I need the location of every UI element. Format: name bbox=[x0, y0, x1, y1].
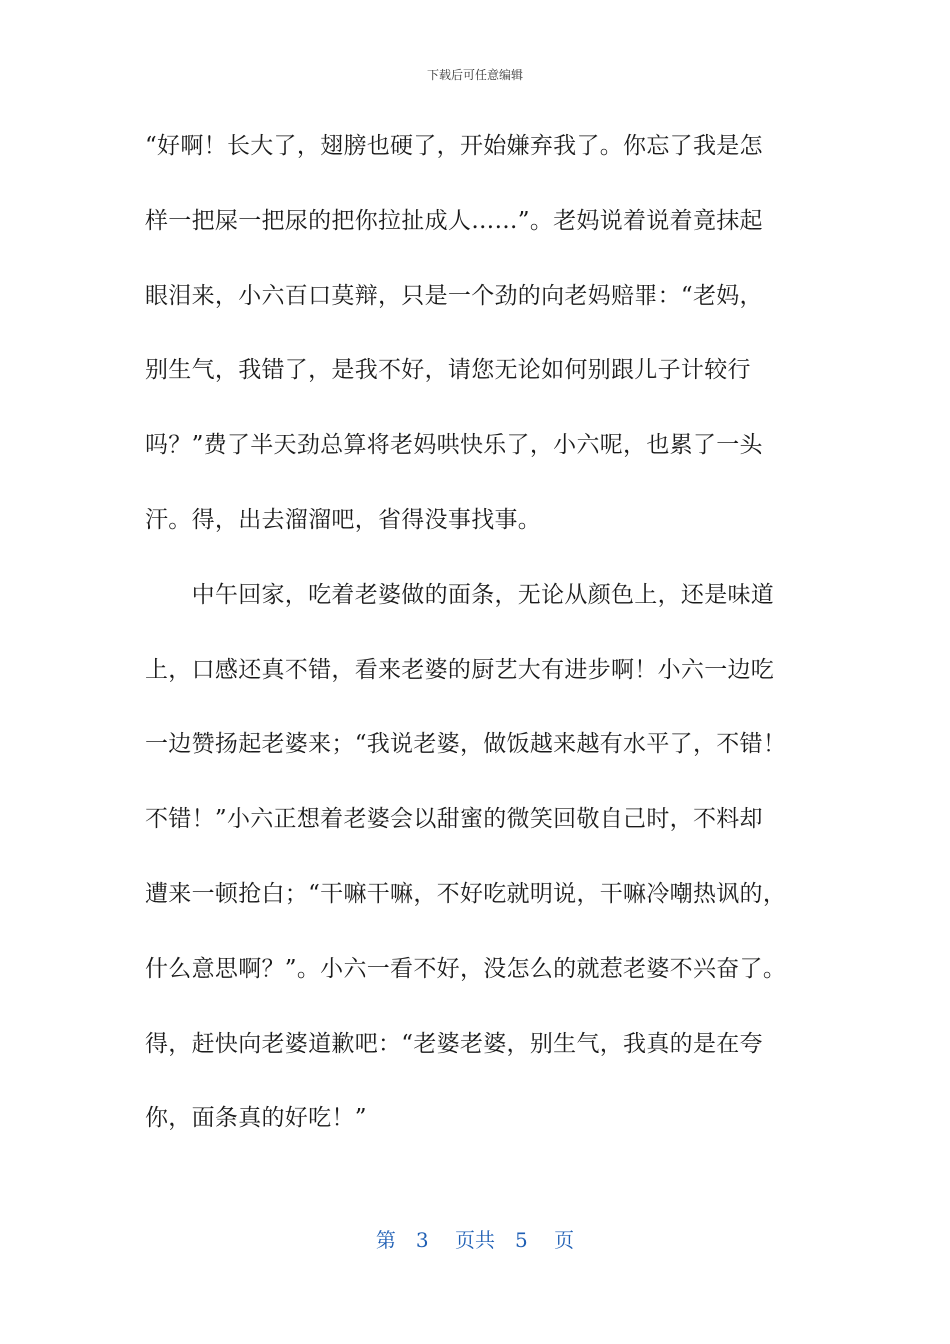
text-line: 不错！”小六正想着老婆会以甜蜜的微笑回敬自己时，不料却 bbox=[145, 806, 763, 833]
text-line: 什么意思啊？”。小六一看不好，没怎么的就惹老婆不兴奋了。 bbox=[145, 955, 787, 982]
text-line: 吗？”费了半天劲总算将老妈哄快乐了，小六呢，也累了一头 bbox=[145, 432, 763, 459]
text-line: 得，赶快向老婆道歉吧：“老婆老婆，别生气，我真的是在夸 bbox=[145, 1030, 763, 1057]
page-number-footer: 第 3 页共 5 页 bbox=[375, 1228, 575, 1252]
text-line: 你，面条真的好吃！” bbox=[145, 1105, 367, 1132]
text-line: 上，口感还真不错，看来老婆的厨艺大有进步啊！小六一边吃 bbox=[145, 656, 775, 683]
text-line: 汗。得，出去溜溜吧，省得没事找事。 bbox=[145, 506, 542, 533]
text-line: 一边赞扬起老婆来；“我说老婆，做饭越来越有水平了，不错！ bbox=[145, 731, 787, 758]
text-line: 遭来一顿抢白；“干嘛干嘛，不好吃就明说，干嘛冷嘲热讽的， bbox=[145, 880, 787, 907]
text-line: 中午回家，吃着老婆做的面条，无论从颜色上，还是味道 bbox=[145, 581, 775, 608]
page-header: 下载后可任意编辑 bbox=[426, 68, 523, 82]
text-line: 样一把屎一把尿的把你拉扯成人……”。老妈说着说着竟抹起 bbox=[145, 207, 763, 234]
text-line: “好啊！长大了，翅膀也硬了，开始嫌弃我了。你忘了我是怎 bbox=[145, 133, 763, 159]
document-body bbox=[145, 124, 810, 1171]
text-line: 别生气，我错了，是我不好，请您无论如何别跟儿子计较行 bbox=[145, 357, 751, 384]
text-line: 眼泪来，小六百口莫辩，只是一个劲的向老妈赔罪：“老妈， bbox=[145, 282, 763, 309]
